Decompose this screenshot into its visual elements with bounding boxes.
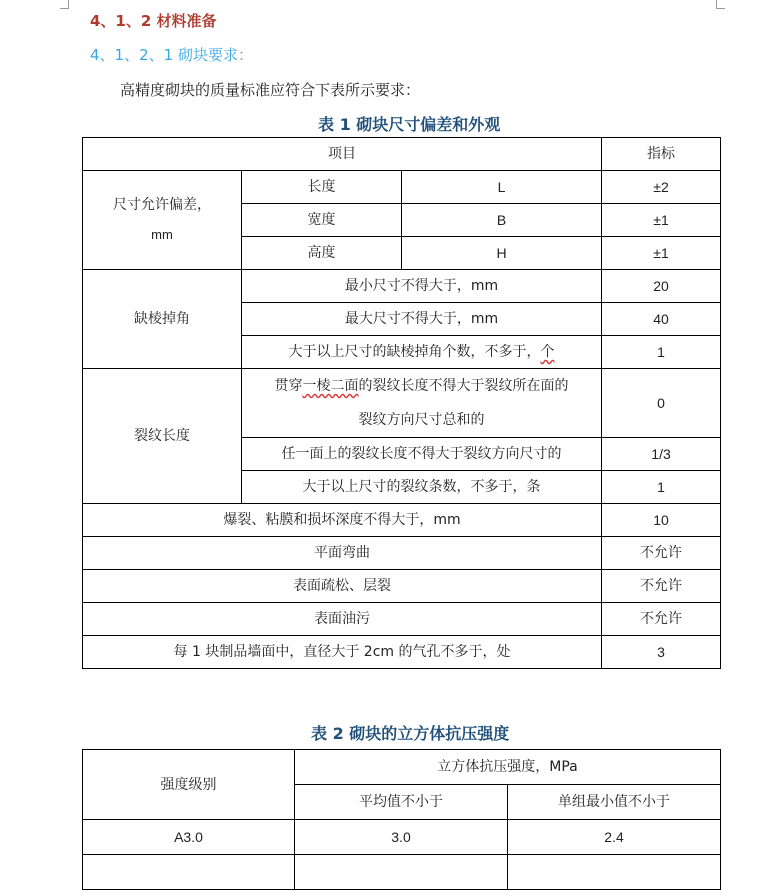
oil-value: 不允许 [602,603,721,636]
height-label: 高度 [242,237,402,270]
corner-min-value: 20 [602,270,721,303]
height-value: ±1 [602,237,721,270]
header-item: 项目 [83,138,602,171]
oil-label: 表面油污 [83,603,602,636]
page-corner-mark-left [60,0,69,9]
loose-value: 不允许 [602,570,721,603]
table2-caption: 表 2 砌块的立方体抗压强度 [311,724,510,743]
min-header: 单组最小值不小于 [508,785,721,820]
loose-label: 表面疏松、层裂 [83,570,602,603]
crack-face-value: 1/3 [602,438,721,471]
burst-value: 10 [602,504,721,537]
table1-caption: 表 1 砌块尺寸偏差和外观 [318,115,501,134]
intro-paragraph: 高精度砌块的质量标准应符合下表所示要求： [120,81,421,99]
size-group-label: 尺寸允许偏差， mm [83,171,242,270]
corner-count-value: 1 [602,336,721,369]
height-symbol: H [402,237,602,270]
corner-group-label: 缺棱掉角 [83,270,242,369]
corner-min-label: 最小尺寸不得大于，mm [242,270,602,303]
bend-value: 不允许 [602,537,721,570]
crack-group-label: 裂纹长度 [83,369,242,504]
width-value: ±1 [602,204,721,237]
section-heading-4-1-2: 4、1、2 材料准备 [90,12,217,30]
holes-value: 3 [602,636,721,669]
table-row [83,270,721,303]
crack-face-label: 任一面上的裂纹长度不得大于裂纹方向尺寸的 [242,438,602,471]
strength-header: 立方体抗压强度，MPa [295,750,721,785]
corner-max-value: 40 [602,303,721,336]
bend-label: 平面弯曲 [83,537,602,570]
avg-header: 平均值不小于 [295,785,508,820]
table-row [83,138,721,171]
table-row [83,603,721,636]
burst-label: 爆裂、粘膜和损坏深度不得大于，mm [83,504,602,537]
table-row [83,171,721,204]
table1 [82,137,721,669]
table2 [82,749,721,890]
table-row [83,537,721,570]
table-row [83,855,721,890]
page-corner-mark-right [716,0,725,9]
table-row [83,504,721,537]
width-label: 宽度 [242,204,402,237]
section-heading-4-1-2-1: 4、1、2、1 砌块要求： [90,46,253,64]
table-row [83,369,721,438]
table-row [83,636,721,669]
table-row [83,750,721,785]
crack-through-value: 0 [602,369,721,438]
grade-cell: A3.0 [83,820,295,855]
corner-count-label: 大于以上尺寸的缺棱掉角个数，不多于，个 [242,336,602,369]
min-cell: 2.4 [508,820,721,855]
holes-label: 每 1 块制品墙面中，直径大于 2cm 的气孔不多于，处 [83,636,602,669]
avg-cell: 3.0 [295,820,508,855]
crack-through-label: 贯穿一棱二面的裂纹长度不得大于裂纹所在面的 裂纹方向尺寸总和的 [242,369,602,438]
header-index: 指标 [602,138,721,171]
length-value: ±2 [602,171,721,204]
length-symbol: L [402,171,602,204]
length-label: 长度 [242,171,402,204]
crack-count-value: 1 [602,471,721,504]
crack-count-label: 大于以上尺寸的裂纹条数，不多于，条 [242,471,602,504]
width-symbol: B [402,204,602,237]
corner-max-label: 最大尺寸不得大于，mm [242,303,602,336]
grade-header: 强度级别 [83,750,295,820]
table-row [83,570,721,603]
table-row [83,820,721,855]
